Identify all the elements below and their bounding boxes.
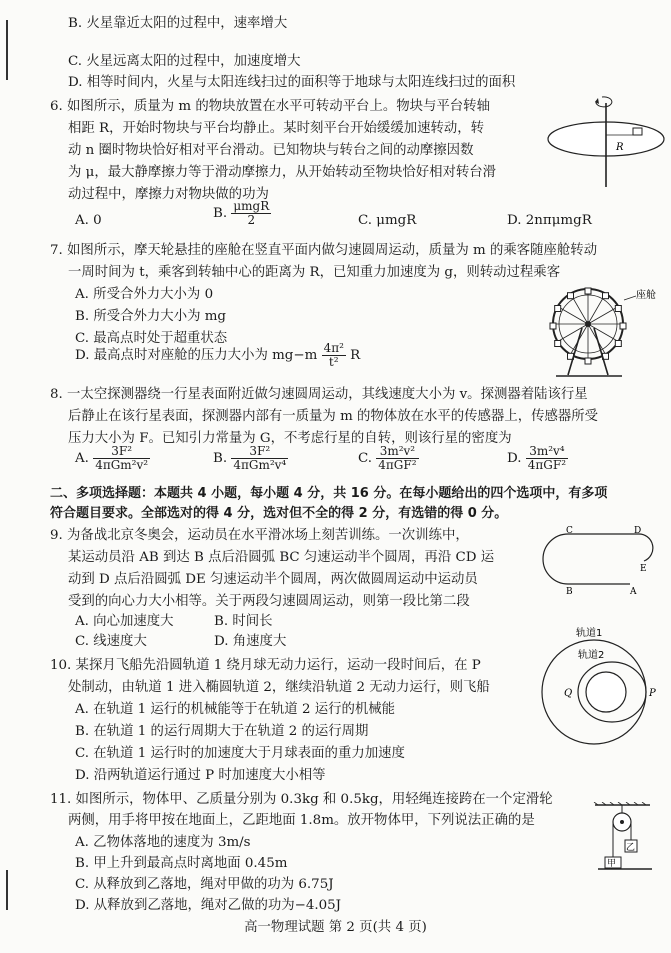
q8-option-b: B. $\frac{\text{3F²}}{\text{4πGm²v⁴}}$: [213, 444, 287, 472]
page-edge-line: [6, 20, 8, 80]
fraction-numerator: μmgR: [233, 199, 270, 213]
wheel-spoke: [588, 324, 618, 342]
page-footer: 高一物理试题 第 2 页(共 4 页): [244, 920, 427, 935]
wheel-cabin: [550, 323, 556, 329]
point-p-label: P: [649, 688, 656, 699]
fraction-denominator: 2: [247, 213, 256, 227]
wheel-spoke: [558, 307, 588, 325]
object-yi-label: 乙: [626, 843, 636, 853]
turntable-radius-label: R: [616, 142, 624, 153]
q7-line-1: 7. 如图所示，摩天轮悬挂的座舱在竖直平面内做匀速圆周运动，质量为 m 的乘客随座舱转动: [50, 243, 598, 258]
point-b-label: B: [566, 587, 573, 596]
orbit-1-label: 轨道1: [576, 628, 603, 639]
q9-option-b: B. 时间长: [214, 614, 273, 629]
section-2-heading-line-1: 二、多项选择题：本题共 4 小题，每小题 4 分，共 16 分。在每小题给出的四个选项中，有多项: [50, 486, 608, 501]
q7-line-2: 一周时间为 t，乘客到转轴中心的距离为 R，已知重力加速度为 g，则转动过程乘客: [68, 265, 561, 280]
fraction-denominator: 4πGF²: [527, 458, 567, 472]
q9-line-2: 某运动员沿 AB 到达 B 点后沿圆弧 BC 匀速运动半个圆周，再沿 CD 运: [68, 550, 495, 565]
wheel-cabin: [585, 358, 591, 364]
q6-option-d: D. 2nπμmgR: [507, 213, 592, 228]
q7-option-c: C. 最高点时处于超重状态: [75, 331, 228, 346]
q10-option-c: C. 在轨道 1 运行时的加速度大于月球表面的重力加速度: [75, 746, 405, 761]
q7-option-d: [75, 342, 360, 369]
q7-option-a: A. 所受合外力大小为 0: [75, 287, 214, 302]
turntable-figure: [540, 95, 668, 195]
page-edge-line: [6, 870, 8, 910]
q8-option-d: D. $\frac{\text{3m²v⁴}}{\text{4πGF²}}$: [507, 444, 567, 472]
q7-option-d-fraction: [322, 342, 346, 369]
q7-option-d-text: D. 最高点时对座舱的压力大小为 mg−m: [75, 348, 318, 363]
q9-line-4: 受到的向心力大小相等。关于两段匀速圆周运动，则第一段比第二段: [68, 594, 470, 609]
q11-option-c: C. 从释放到乙落地，绳对甲做的功为 6.75J: [75, 877, 334, 892]
fraction-numerator: 3m²v⁴: [526, 445, 568, 459]
q6-option-a: A. 0: [75, 213, 102, 228]
fraction-denominator: 4πGm²v²: [95, 458, 149, 472]
q10-option-b: B. 在轨道 1 的运行周期大于在轨道 2 的运行周期: [75, 724, 369, 739]
fraction-denominator: t²: [328, 355, 339, 369]
fraction-denominator: 4πGm²v⁴: [233, 458, 287, 472]
q11-option-b: B. 甲上升到最高点时离地面 0.45m: [75, 856, 288, 871]
q6-line-3: 动 n 圈时物块恰好相对平台滑动。已知物块与转台之间的动摩擦因数: [68, 143, 474, 158]
wheel-cabin: [555, 341, 561, 347]
section-2-heading-line-2: 符合题目要求。全部选对的得 4 分，选对但不全的得 2 分，有选错的得 0 分。: [50, 506, 508, 521]
q8-line-1: 8. 一太空探测器绕一行星表面附近做匀速圆周运动，其线速度大小为 v。探测器着陆该行星: [50, 387, 588, 402]
fraction-numerator: 3F²: [93, 445, 150, 459]
wheel-cabin: [555, 306, 561, 312]
q6-line-1: 6. 如图所示，质量为 m 的物块放置在水平可转动平台上。物块与平台转轴: [50, 99, 490, 114]
q8-line-2: 后静止在该行星表面，探测器内部有一质量为 m 的物体放在水平的传感器上，传感器所受: [68, 409, 599, 424]
fraction-numerator: 3F²: [231, 445, 288, 459]
wheel-cabin: [585, 288, 591, 294]
q9-option-c: C. 线速度大: [75, 634, 147, 649]
cabin-label: 座舱: [636, 290, 656, 301]
q7-option-b: B. 所受合外力大小为 mg: [75, 309, 227, 324]
q6-option-b-fraction: [231, 200, 271, 227]
wheel-cabin: [620, 323, 626, 329]
orbit-2-label: 轨道2: [578, 650, 605, 661]
skating-path-figure: [530, 524, 665, 596]
fraction-numerator: 4π²: [323, 341, 344, 355]
wheel-cabin: [568, 293, 574, 299]
point-c-label: C: [566, 526, 573, 536]
point-d-label: D: [634, 526, 642, 536]
fraction-denominator: 4πGF²: [378, 458, 417, 472]
q10-line-1: 10. 某探月飞船先沿圆轨道 1 绕月球无动力运行，运动一段时间后，在 P: [50, 658, 481, 673]
wheel-cabin: [615, 341, 621, 347]
fraction-numerator: 3m²v²: [376, 445, 418, 459]
lunar-orbit-figure: [532, 622, 668, 752]
point-e-label: E: [640, 564, 647, 574]
q6-option-b-label: B.: [213, 206, 228, 221]
q6-line-5: 动过程中，摩擦力对物块做的功为: [68, 187, 269, 202]
q11-line-2: 两侧，用手将甲按在地面上，乙距地面 1.8m。放开物体甲，下列说法正确的是: [68, 813, 535, 828]
q11-option-a: A. 乙物体落地的速度为 3m/s: [75, 835, 251, 850]
wheel-cabin: [615, 306, 621, 312]
q8-option-c: C. $\frac{\text{3m²v²}}{\text{4πGF²}}$: [358, 444, 417, 472]
q9-line-3: 动到 D 点后沿圆弧 DE 匀速运动半个圆周，两次做圆周运动中运动员: [68, 572, 478, 587]
ferris-wheel-figure: [540, 280, 668, 380]
q7-option-d-suffix: R: [350, 348, 361, 363]
q6-line-2: 相距 R，开始时物块与平台均静止。某时刻平台开始缓缓加速转动，转: [68, 121, 485, 136]
q9-option-d: D. 角速度大: [214, 634, 287, 649]
point-q-label: Q: [564, 688, 573, 699]
q6-option-b: [213, 200, 271, 227]
q8-option-a: A. $\frac{\text{3F²}}{\text{4πGm²v²}}$: [75, 444, 149, 472]
q10-line-2: 处制动，由轨道 1 进入椭圆轨道 2，继续沿轨道 2 无动力运行，则飞船: [68, 680, 490, 695]
q9-option-a: A. 向心加速度大: [75, 614, 174, 629]
q9-line-1: 9. 为备战北京冬奥会，运动员在水平滑冰场上刻苦训练。一次训练中，: [50, 528, 469, 543]
point-a-label: A: [630, 587, 637, 596]
q11-option-d: D. 从释放到乙落地，绳对乙做的功为−4.05J: [75, 898, 342, 913]
q6-option-c: C. μmgR: [358, 213, 417, 228]
q5-option-d: D. 相等时间内，火星与太阳连线扫过的面积等于地球与太阳连线扫过的面积: [68, 75, 516, 90]
wheel-spoke: [558, 324, 588, 342]
object-jia-label: 甲: [607, 859, 617, 869]
q5-option-b: B. 火星靠近太阳的过程中，速率增大: [68, 16, 288, 31]
pulley-figure: [590, 802, 660, 872]
q11-line-1: 11. 如图所示，物体甲、乙质量分别为 0.3kg 和 0.5kg，用轻绳连接跨在一个定滑轮: [50, 792, 553, 807]
q10-option-a: A. 在轨道 1 运行的机械能等于在轨道 2 运行的机械能: [75, 702, 396, 717]
q10-option-d: D. 沿两轨道运行通过 P 时加速度大小相等: [75, 768, 326, 783]
q6-line-4: 为 μ，最大静摩擦力等于滑动摩擦力，从开始转动至物块恰好相对转台滑: [68, 165, 497, 180]
q5-option-c: C. 火星远离太阳的过程中，加速度增大: [68, 54, 301, 69]
q8-line-3: 压力大小为 F。已知引力常量为 G，不考虑行星的自转，则该行星的密度为: [68, 431, 512, 446]
wheel-spoke: [588, 307, 618, 325]
wheel-cabin: [603, 293, 609, 299]
